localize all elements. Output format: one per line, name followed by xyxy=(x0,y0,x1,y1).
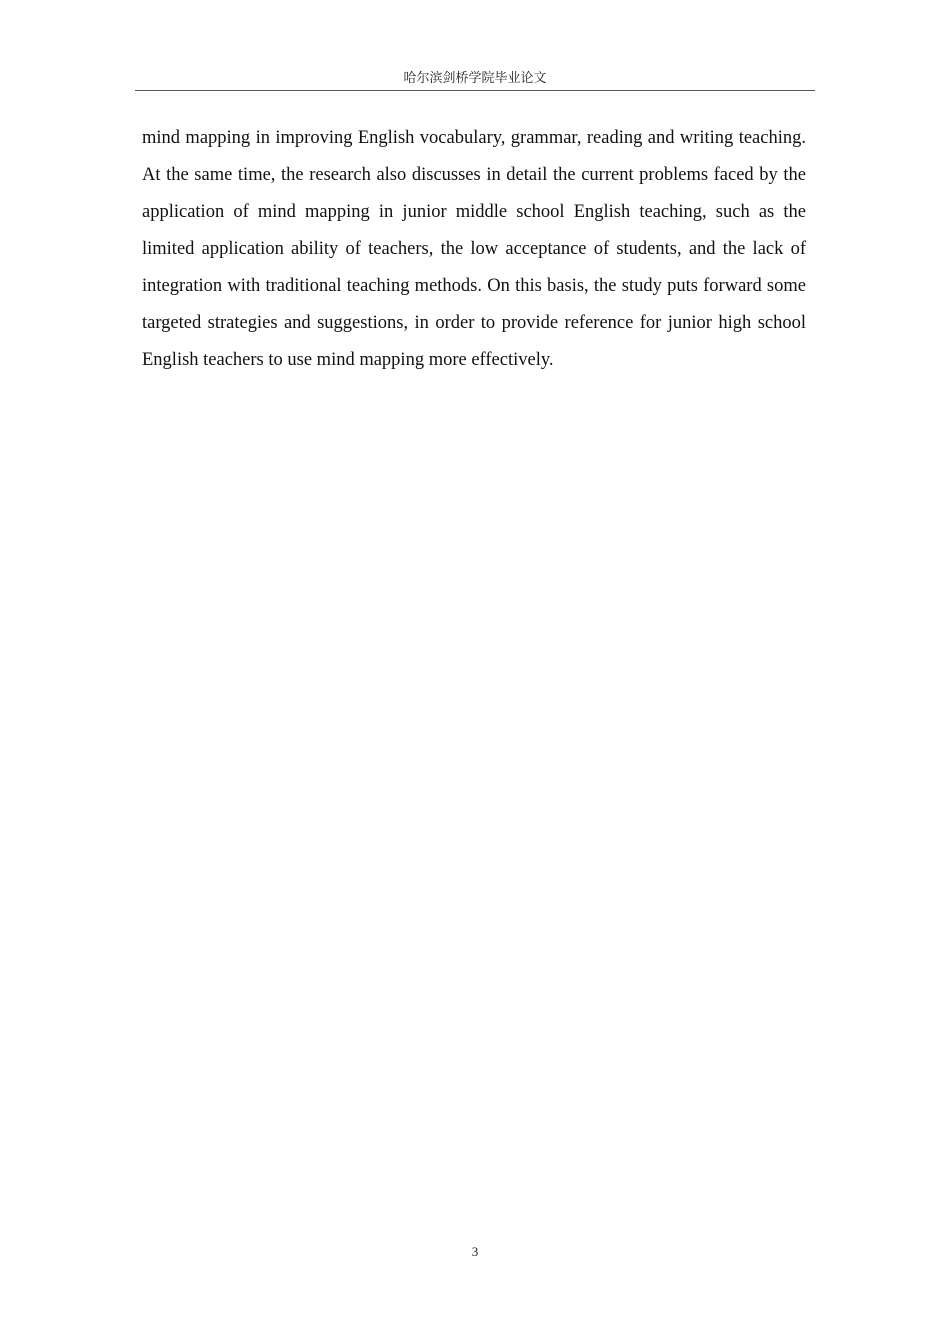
body-paragraph: mind mapping in improving English vocabulary, grammar, reading and writing teaching. At the same time, the research also discusses in detail the current problems faced by the application of mind mapping in junior middle school English teaching, such as the limited application ability of teachers, the low acceptance of students, and the lack of integration with traditional teaching methods. On this basis, the study puts forward some targeted strategies and suggestions, in order to provide reference for junior high school English teachers to use mind mapping more effectively. xyxy=(142,128,806,370)
page-number: 3 xyxy=(471,1244,479,1259)
header-title: 哈尔滨剑桥学院毕业论文 xyxy=(403,70,547,85)
page-header xyxy=(135,68,815,91)
